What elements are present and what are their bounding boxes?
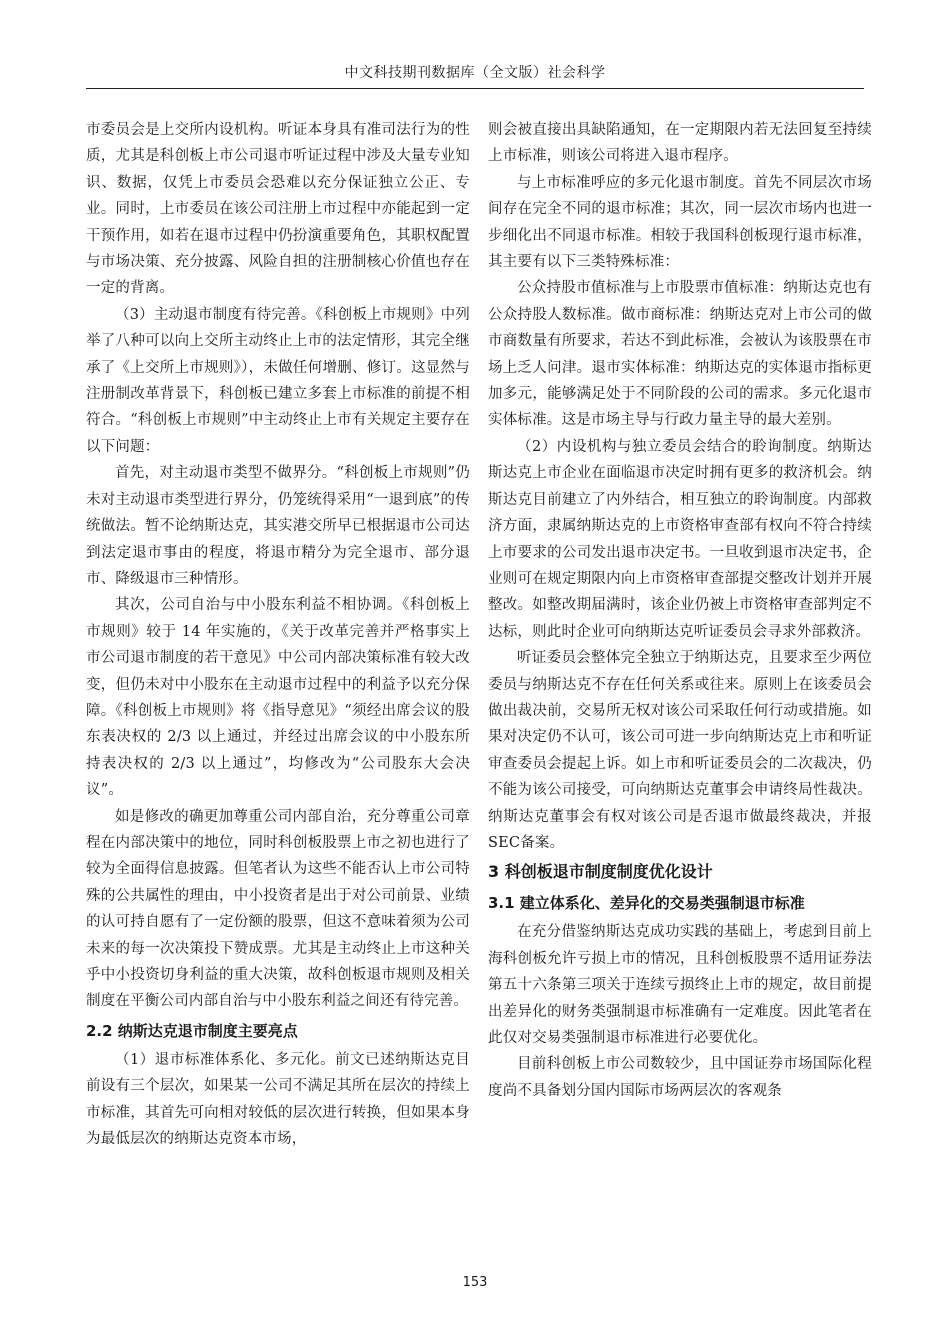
header-rule xyxy=(86,88,864,89)
page-number: 153 xyxy=(462,1275,488,1290)
left-column-paragraph: 如是修改的确更加尊重公司内部自治，充分尊重公司章程在内部决策中的地位，同时科创板股票上市之初也进行了较为全面得信息披露。但笔者认为这些不能否认上市公司特殊的公共属性的理由，中小投资者是出于对公司前景、业绩的认可持自愿有了一定份额的股票，但这不意味着须为公司未来的每一次决策投下赞成票。尤其是主动终止上市这种关乎中小投资切身利益的重大决策，故科创板退市规则及相关制度在平衡公司内部自治与中小股东利益之间还有待完善。 xyxy=(86,808,470,1010)
running-header: 中文科技期刊数据库（全文版）社会科学 xyxy=(344,65,606,81)
right-column-paragraph: 则会被直接出具缺陷通知，在一定期限内若无法回复至持续上市标准，则该公司将进入退市程序。 xyxy=(488,122,872,165)
left-column-paragraph: 其次，公司自治与中小股东利益不相协调。《科创板上市规则》较于 14 年实施的，《关于改革完善并严格事实上市公司退市制度的若干意见》中公司内部决策标准有较大改变，但仍未对中小股东在主动退市过程中的利益予以充分保障。《科创板上市规则》将《指导意见》“须经出席会议的股东表决权的 2/3 以上通过，并经过出席会议的中小股东所持表决权的 2/3 以上通过”，均修改为“公司股东大会决议”。 xyxy=(86,597,470,799)
right-column-paragraph: 听证委员会整体完全独立于纳斯达克，且要求至少两位委员与纳斯达克不存在任何关系或往来。原则上在该委员会做出裁决前，交易所无权对该公司采取任何行动或措施。如果对决定仍不认可，该公司可进一步向纳斯达克上市和听证审查委员会提起上诉。如上市和听证委员会的二次裁决，仍不能为该公司接受，可向纳斯达克董事会申请终局性裁决。纳斯达克董事会有权对该公司是否退市做最终裁决，并报SEC备案。 xyxy=(488,650,872,851)
right-column xyxy=(488,117,872,1104)
subsection-heading: 3.1 建立体系化、差异化的交易类强制退市标准 xyxy=(488,894,805,913)
section-heading: 3 科创板退市制度制度优化设计 xyxy=(488,862,713,882)
right-column-paragraph: （2）内设机构与独立委员会结合的聆询制度。纳斯达斯达克上市企业在面临退市决定时拥有更多的救济机会。纳斯达克目前建立了内外结合，相互独立的聆询制度。内部救济方面，隶属纳斯达克的上市资格审查部有权向不符合持续上市要求的公司发出退市决定书。一旦收到退市决定书，企业则可在规定期限内向上市资格审查部提交整改计划并开展整改。如整改期届满时，该企业仍被上市资格审查部判定不达标，则此时企业可向纳斯达克听证委员会寻求外部救济。 xyxy=(488,438,872,640)
right-column-paragraph: 目前科创板上市公司数较少，且中国证券市场国际化程度尚不具备划分国内国际市场两层次的客观条 xyxy=(488,1056,872,1099)
right-column-paragraph: 在充分借鉴纳斯达克成功实践的基础上，考虑到目前上海科创板允许亏损上市的情况，且科创板股票不适用证券法第五十六条第三项关于连续亏损终止上市的规定，故目前提出差异化的财务类强制退市标准确有一定难度。因此笔者在此仅对交易类强制退市标准进行必要优化。 xyxy=(488,924,872,1046)
subsection-heading: 2.2 纳斯达克退市制度主要亮点 xyxy=(86,1021,298,1040)
left-column xyxy=(86,117,470,1152)
right-column-paragraph: 与上市标准呼应的多元化退市制度。首先不同层次市场间存在完全不同的退市标准；其次，同一层次市场内也进一步细化出不同退市标准。相较于我国科创板现行退市标准，其主要有以下三类特殊标准： xyxy=(488,174,872,271)
left-column-paragraph: 首先，对主动退市类型不做界分。“科创板上市规则”仍未对主动退市类型进行界分，仍笼统得采用“一退到底”的传统做法。暂不论纳斯达克，其实港交所早已根据退市公司达到法定退市事由的程度，将退市精分为完全退市、部分退市、降级退市三种情形。 xyxy=(86,465,470,587)
left-column-paragraph: （1）退市标准体系化、多元化。前文已述纳斯达克目前设有三个层次，如果某一公司不满足其所在层次的持续上市标准，其首先可向相对较低的层次进行转换，但如果本身为最低层次的纳斯达克资本市场， xyxy=(86,1051,470,1148)
left-column-paragraph: （3）主动退市制度有待完善。《科创板上市规则》中列举了八种可以向上交所主动终止上市的法定情形，其完全继承了《上交所上市规则》），未做任何增删、修订。这显然与注册制改革背景下，科创板已建立多套上市标准的前提不相符合。“科创板上市规则”中主动终止上市有关规定主要存在以下问题： xyxy=(86,306,470,455)
right-column-paragraph: 公众持股市值标准与上市股票市值标准：纳斯达克也有公众持股人数标准。做市商标准：纳斯达克对上市公司的做市商数量有所要求，若达不到此标准，会被认为该股票在市场上乏人问津。退市实体标准：纳斯达克的实体退市指标更加多元，能够满足处于不同阶段的公司的需求。多元化退市实体标准。这是市场主导与行政力量主导的最大差别。 xyxy=(488,280,872,429)
left-column-paragraph: 市委员会是上交所内设机构。听证本身具有准司法行为的性质，尤其是科创板上市公司退市听证过程中涉及大量专业知识、数据，仅凭上市委员会恐难以充分保证独立公正、专业。同时，上市委员在该公司注册上市过程中亦能起到一定干预作用，如若在退市过程中仍扮演重要角色，其职权配置与市场决策、充分披露、风险自担的注册制核心价值也存在一定的背离。 xyxy=(86,122,470,297)
